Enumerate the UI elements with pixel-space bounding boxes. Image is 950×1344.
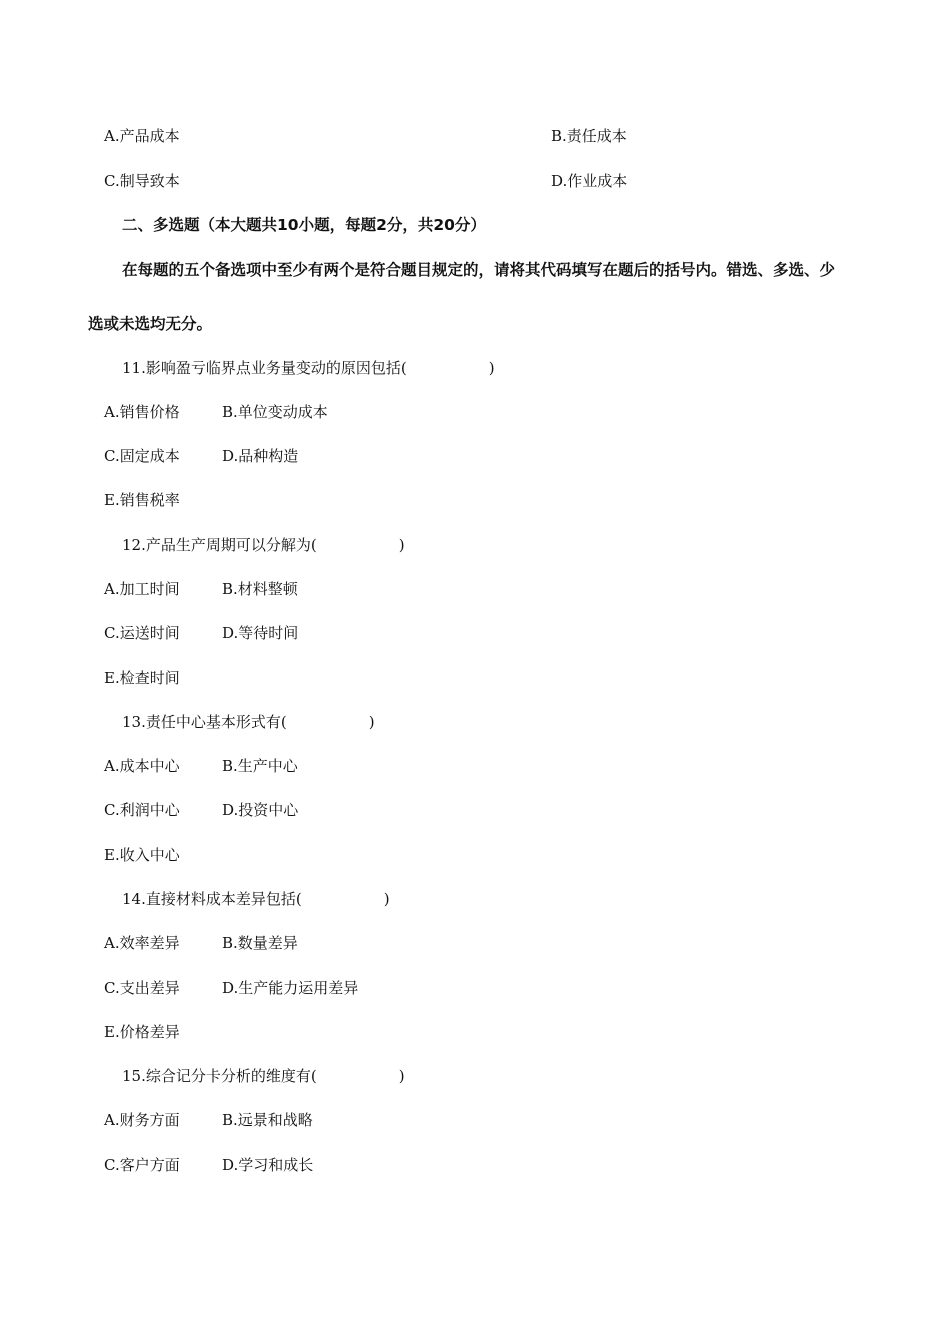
q14-option-a: A.效率差异: [104, 934, 180, 952]
question-11-stem: [122, 358, 495, 378]
question-stem-text: 15.综合记分卡分析的维度有(: [122, 1067, 317, 1085]
q12-option-b: B.材料整顿: [222, 580, 298, 598]
question-15-stem: [122, 1066, 405, 1086]
q12-option-row-2: [104, 623, 298, 643]
answer-paren-close: ): [398, 1067, 405, 1085]
q15-option-c: C.客户方面: [104, 1156, 180, 1174]
question-13-stem: [122, 712, 375, 732]
q11-option-row-1: [104, 402, 328, 422]
question-14-stem: [122, 889, 390, 909]
q15-option-d: D.学习和成长: [222, 1156, 314, 1174]
q14-option-row-1: [104, 933, 298, 953]
q12-option-c: C.运送时间: [104, 624, 180, 642]
q15-option-row-1: [104, 1110, 313, 1130]
q11-option-d: D.品种构造: [222, 447, 299, 465]
q13-option-row-2: [104, 800, 298, 820]
q15-option-b: B.远景和战略: [222, 1111, 313, 1129]
q11-option-c: C.固定成本: [104, 447, 180, 465]
q14-option-c: C.支出差异: [104, 979, 180, 997]
q12-option-e: E.检查时间: [104, 669, 180, 687]
q15-option-row-2: [104, 1155, 313, 1175]
q13-option-a: A.成本中心: [104, 757, 180, 775]
option-b: B.责任成本: [551, 127, 627, 145]
q11-option-e: E.销售税率: [104, 491, 180, 509]
q14-option-b: B.数量差异: [222, 934, 298, 952]
q15-option-a: A.财务方面: [104, 1111, 180, 1129]
q11-option-row-2: [104, 446, 298, 466]
q13-option-d: D.投资中心: [222, 801, 299, 819]
answer-paren-close: ): [398, 536, 405, 554]
q14-option-row-2: [104, 978, 358, 998]
q12-option-d: D.等待时间: [222, 624, 299, 642]
section-instruction-line1: 在每题的五个备选项中至少有两个是符合题目规定的，请将其代码填写在题后的括号内。错选、多选、少: [122, 261, 836, 279]
question-stem-text: 13.责任中心基本形式有(: [122, 713, 287, 731]
section-instruction-line2: 选或未选均无分。: [88, 315, 213, 333]
option-c: C.制导致本: [104, 172, 180, 190]
q13-option-b: B.生产中心: [222, 757, 298, 775]
q12-option-a: A.加工时间: [104, 580, 180, 598]
q14-option-d: D.生产能力运用差异: [222, 979, 359, 997]
answer-paren-close: ): [488, 359, 495, 377]
question-stem-text: 11.影响盈亏临界点业务量变动的原因包括(: [122, 359, 407, 377]
answer-paren-close: ): [383, 890, 390, 908]
question-stem-text: 14.直接材料成本差异包括(: [122, 890, 302, 908]
answer-paren-close: ): [368, 713, 375, 731]
q13-option-row-1: [104, 756, 298, 776]
q11-option-a: A.销售价格: [104, 403, 180, 421]
question-12-stem: [122, 535, 405, 555]
q12-option-row-1: [104, 579, 298, 599]
question-stem-text: 12.产品生产周期可以分解为(: [122, 536, 317, 554]
option-a: A.产品成本: [104, 127, 180, 145]
q11-option-b: B.单位变动成本: [222, 403, 328, 421]
q14-option-e: E.价格差异: [104, 1023, 180, 1041]
section-title: 二、多选题（本大题共10小题，每题2分，共20分）: [122, 216, 486, 234]
q13-option-c: C.利润中心: [104, 801, 180, 819]
q13-option-e: E.收入中心: [104, 846, 180, 864]
option-d: D.作业成本: [551, 172, 628, 190]
